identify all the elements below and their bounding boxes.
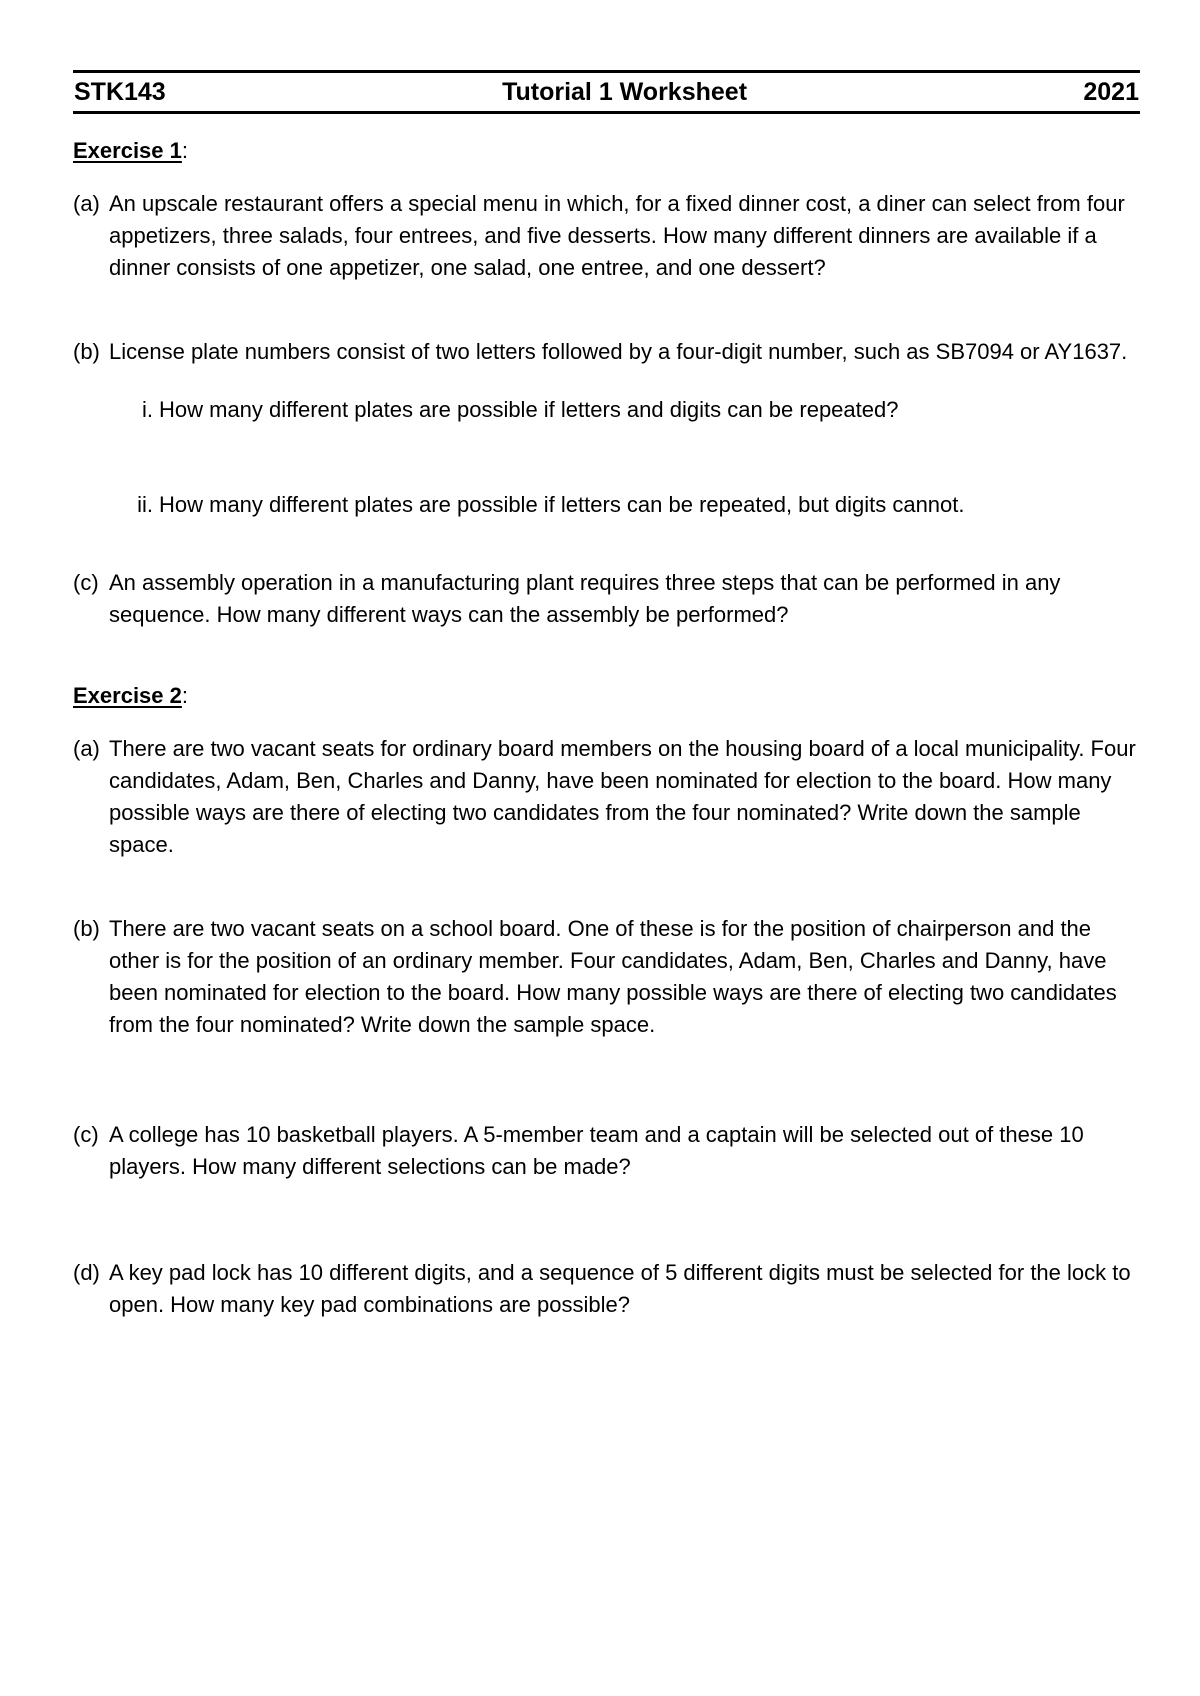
question-label: (c) — [73, 1122, 99, 1147]
subquestion-text: How many different plates are possible if letters and digits can be repeated? — [159, 397, 899, 422]
subquestion-label: ii. — [137, 492, 153, 517]
year: 2021 — [1083, 77, 1139, 106]
exercise-2-colon: : — [181, 683, 188, 708]
question-1a — [73, 188, 1140, 284]
page-header — [73, 70, 1140, 114]
question-1b-i — [73, 394, 1140, 426]
question-label: (b) — [73, 339, 100, 364]
question-2d — [73, 1257, 1140, 1321]
question-text: There are two vacant seats for ordinary board members on the housing board of a local municipality. Four candidates, Adam, Ben, Charles and Danny, have been nominated for election to the board. How many possible ways are there of electing two candidates from the four nominated? Write down the sample space. — [109, 736, 1136, 857]
subquestion-label: i. — [142, 397, 153, 422]
exercise-2-title: Exercise 2 — [73, 683, 182, 708]
question-2b — [73, 913, 1140, 1041]
question-1b-ii — [73, 489, 1140, 521]
worksheet-page — [73, 70, 1140, 1321]
question-label: (b) — [73, 916, 100, 941]
question-text: A key pad lock has 10 different digits, and a sequence of 5 different digits must be selected for the lock to open. How many key pad combinations are possible? — [109, 1260, 1131, 1317]
question-text: An assembly operation in a manufacturing plant requires three steps that can be performed in any sequence. How many different ways can the assembly be performed? — [109, 570, 1061, 627]
question-1c — [73, 567, 1140, 631]
page-title: Tutorial 1 Worksheet — [502, 77, 748, 106]
course-code: STK143 — [74, 77, 166, 106]
subquestion-text: How many different plates are possible if letters can be repeated, but digits cannot. — [159, 492, 965, 517]
question-label: (c) — [73, 570, 99, 595]
question-text: License plate numbers consist of two letters followed by a four-digit number, such as SB7094 or AY1637. — [109, 339, 1128, 364]
question-1b — [73, 336, 1140, 368]
question-label: (a) — [73, 191, 100, 216]
question-2a — [73, 733, 1140, 861]
question-2c — [73, 1119, 1140, 1183]
exercise-2-heading — [73, 685, 1140, 707]
exercise-1-heading — [73, 140, 1140, 162]
question-text: An upscale restaurant offers a special menu in which, for a fixed dinner cost, a diner can select from four appetizers, three salads, four entrees, and five desserts. How many different dinners are available if a dinner consists of one appetizer, one salad, one entree, and one dessert? — [109, 191, 1125, 280]
question-text: A college has 10 basketball players. A 5-member team and a captain will be selected out of these 10 players. How many different selections can be made? — [109, 1122, 1084, 1179]
question-text: There are two vacant seats on a school board. One of these is for the position of chairperson and the other is for the position of an ordinary member. Four candidates, Adam, Ben, Charles and Danny, have been nominated for election to the board. How many possible ways are there of electing two candidates from the four nominated? Write down the sample space. — [109, 916, 1117, 1037]
exercise-1-colon: : — [181, 138, 188, 163]
exercise-1-title: Exercise 1 — [73, 138, 182, 163]
question-label: (d) — [73, 1260, 100, 1285]
question-label: (a) — [73, 736, 100, 761]
